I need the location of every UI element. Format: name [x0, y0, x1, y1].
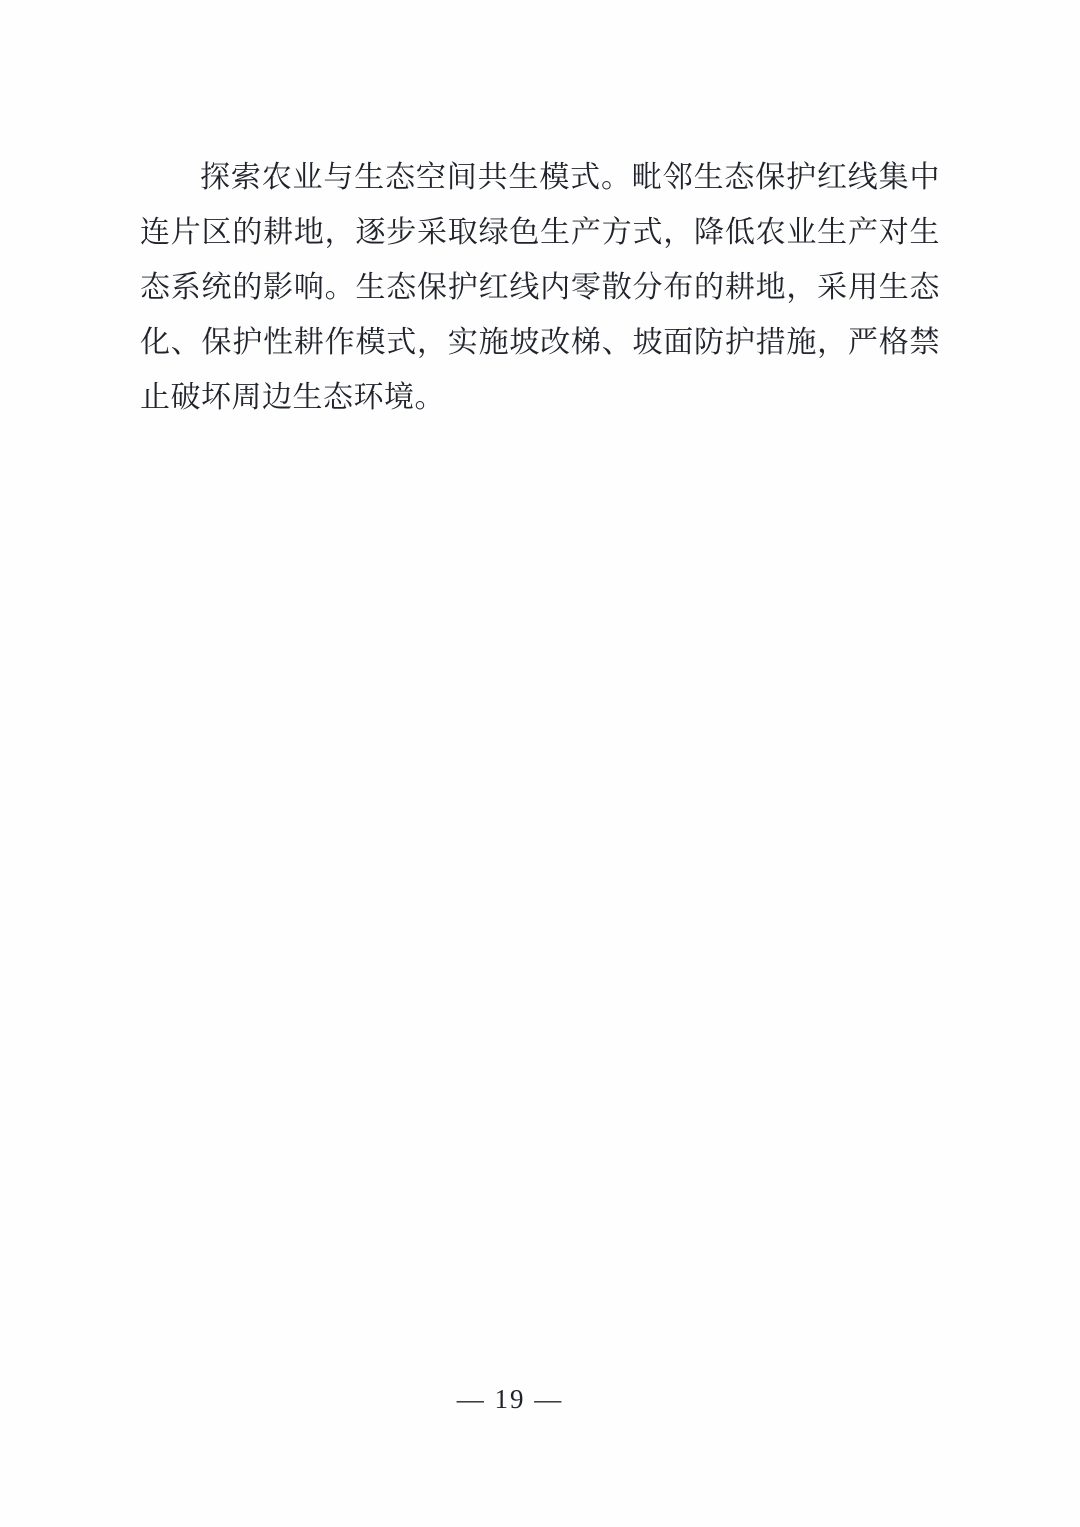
page-number: — 19 —: [456, 1384, 564, 1414]
document-content: [140, 150, 940, 425]
page-footer: [0, 1384, 1080, 1415]
body-paragraph: 探索农业与生态空间共生模式。毗邻生态保护红线集中连片区的耕地，逐步采取绿色生产方式，降低农业生产对生态系统的影响。生态保护红线内零散分布的耕地，采用生态化、保护性耕作模式，实施坡改梯、坡面防护措施，严格禁止破坏周边生态环境。: [140, 161, 940, 414]
